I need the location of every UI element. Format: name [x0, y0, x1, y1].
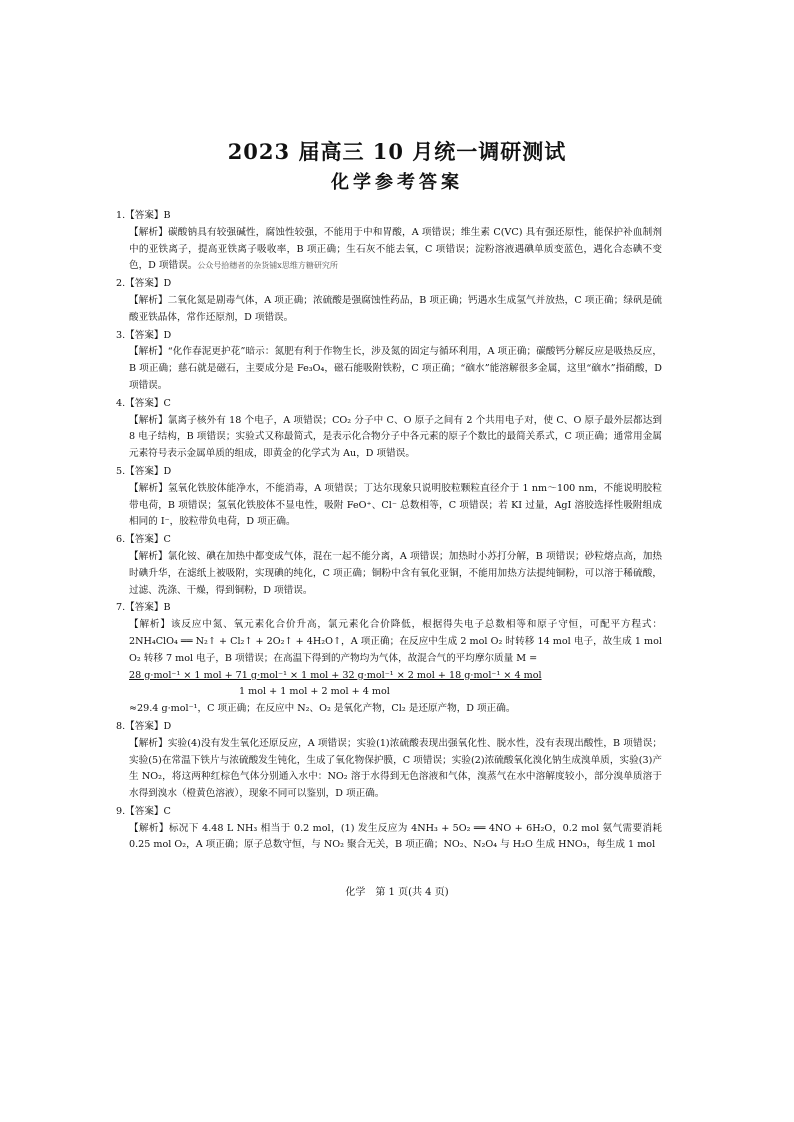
- explanation: 【解析】氢氧化铁胶体能净水，不能消毒，A 项错误；丁达尔现象只说明胶粒颗粒直径介于 1 nm～100 nm，不能说明胶粒带电荷，B 项错误；氢氧化铁胶体不显电性，吸附 FeO⁺、Cl⁻ 总数相等，C 项错误；若 KI 过量，AgI 溶胶选择性吸附组成相同的 I⁻，胶粒带负电荷，D 项正确。: [129, 482, 662, 528]
- page-subtitle: 化学参考答案: [331, 172, 463, 193]
- answer-label: 5.【答案】D: [116, 465, 172, 477]
- question-8: [116, 719, 662, 803]
- question-5: [116, 464, 662, 531]
- explanation: 【解析】氯离子核外有 18 个电子，A 项错误；CO₂ 分子中 C、O 原子之间有 2 个共用电子对，使 C、O 原子最外层都达到 8 电子结构，B 项错误；实验式又称最简式，是表示化合物分子中各元素的原子个数比的最简关系式，C 项正确；通常用金属元素符号表示金属单质的组成，即黄金的化学式为 Au，D 项错误。: [129, 414, 662, 460]
- formula-result: ≈29.4 g·mol⁻¹，C 项正确；在反应中 N₂、O₂ 是氧化产物，Cl₂ 是还原产物，D 项正确。: [129, 703, 516, 715]
- question-2: [116, 276, 662, 326]
- answer-label: 8.【答案】D: [116, 720, 172, 732]
- question-1: [116, 208, 662, 275]
- answer-label: 9.【答案】C: [116, 805, 171, 817]
- explanation: [129, 617, 662, 718]
- question-6: [116, 532, 662, 599]
- watermark-text: 公众号拾穗者的杂货铺x思维方糖研究所: [197, 261, 338, 271]
- answer-label: 1.【答案】B: [116, 210, 171, 221]
- question-9: [116, 804, 662, 854]
- question-3: [116, 328, 662, 395]
- answer-label: 7.【答案】B: [116, 602, 171, 614]
- explanation: 【解析】“化作春泥更护花”暗示：氮肥有利于作物生长，涉及氮的固定与循环利用，A 项正确；碳酸钙分解反应是吸热反应，B 项正确；慈石就是磁石，主要成分是 Fe₃O₄，磁石能吸附铁粉，C 项正确；“硇水”能溶解很多金属，这里“硇水”指硝酸，D 项错误。: [129, 346, 662, 391]
- question-4: [116, 396, 662, 463]
- formula-numerator: 28 g·mol⁻¹ × 1 mol + 71 g·mol⁻¹ × 1 mol + 32 g·mol⁻¹ × 2 mol + 18 g·mol⁻¹ × 4 mol: [129, 669, 542, 681]
- explanation-text: 【解析】碳酸钠具有较强碱性，腐蚀性较强，不能用于中和胃酸，A 项错误；维生素 C(VC) 具有强还原性，能保护补血制剂中的亚铁离子，提高亚铁离子吸收率，B 项正确；生石灰不能去氧，C 项错误；淀粉溶液遇碘单质变蓝色，遇化合态碘不变色，D 项错误。: [129, 226, 662, 272]
- answer-label: 3.【答案】D: [116, 329, 172, 341]
- formula-denominator: 1 mol + 1 mol + 2 mol + 4 mol: [239, 686, 390, 698]
- answer-label: 6.【答案】C: [116, 534, 171, 546]
- page-footer: 化学 第 1 页(共 4 页): [345, 887, 449, 898]
- answer-list: [116, 208, 662, 855]
- explanation-text: 【解析】该反应中氮、氧元素化合价升高，氯元素化合价降低，根据得失电子总数相等和原子守恒，可配平方程式：2NH₄ClO₄ ══ N₂↑ + Cl₂↑ + 2O₂↑ + 4H₂O↑，A 项正确；在反应中生成 2 mol O₂ 时转移 14 mol 电子，故生成 1 mol O₂ 转移 7 mol 电子，B 项错误；在高温下得到的产物均为气体，故混合气的平均摩尔质量 M =: [129, 619, 662, 664]
- answer-label: 4.【答案】C: [116, 397, 171, 409]
- explanation: 【解析】氯化铵、碘在加热中都变成气体，混在一起不能分离，A 项错误；加热时小苏打分解，B 项错误；砂粒熔点高，加热时碘升华，在滤纸上被吸附，实现碘的纯化，C 项正确；铜粉中含有氧化亚铜，不能用加热方法提纯铜粉，可以溶于稀硫酸，过滤、洗涤、干燥，得到铜粉，D 项错误。: [129, 550, 662, 596]
- page-title: 2023 届高三 10 月统一调研测试: [227, 139, 567, 164]
- explanation: [129, 225, 662, 275]
- explanation: 【解析】标况下 4.48 L NH₃ 相当于 0.2 mol，(1) 发生反应为 4NH₃ + 5O₂ ══ 4NO + 6H₂O，0.2 mol 氨气需要消耗 0.25 mol O₂，A 项正确；原子总数守恒，与 NO₂ 聚合无关，B 项正确；NO₂、N₂O₄ 与 H₂O 生成 HNO₃，每生成 1 mol: [129, 822, 662, 851]
- answer-label: 2.【答案】D: [116, 278, 172, 290]
- question-7: [116, 600, 662, 718]
- explanation: 【解析】实验(4)没有发生氧化还原反应，A 项错误；实验(1)浓硫酸表现出强氧化性、脱水性，没有表现出酸性，B 项错误；实验(5)在常温下铁片与浓硫酸发生钝化，生成了氧化物保护膜，C 项错误；实验(2)浓硫酸氧化溴化钠生成溴单质，实验(3)产生 NO₂，将这两种红棕色气体分别通入水中：NO₂ 溶于水得到无色溶液和气体，溴蒸气在水中溶解度较小，部分溴单质溶于水得到溴水（橙黄色溶液），现象不同可以鉴别，D 项正确。: [129, 737, 662, 800]
- explanation: 【解析】二氧化氮是剧毒气体，A 项正确；浓硫酸是强腐蚀性药品，B 项正确；钙遇水生成氢气并放热，C 项正确；绿矾是硫酸亚铁晶体，常作还原剂，D 项错误。: [129, 294, 662, 323]
